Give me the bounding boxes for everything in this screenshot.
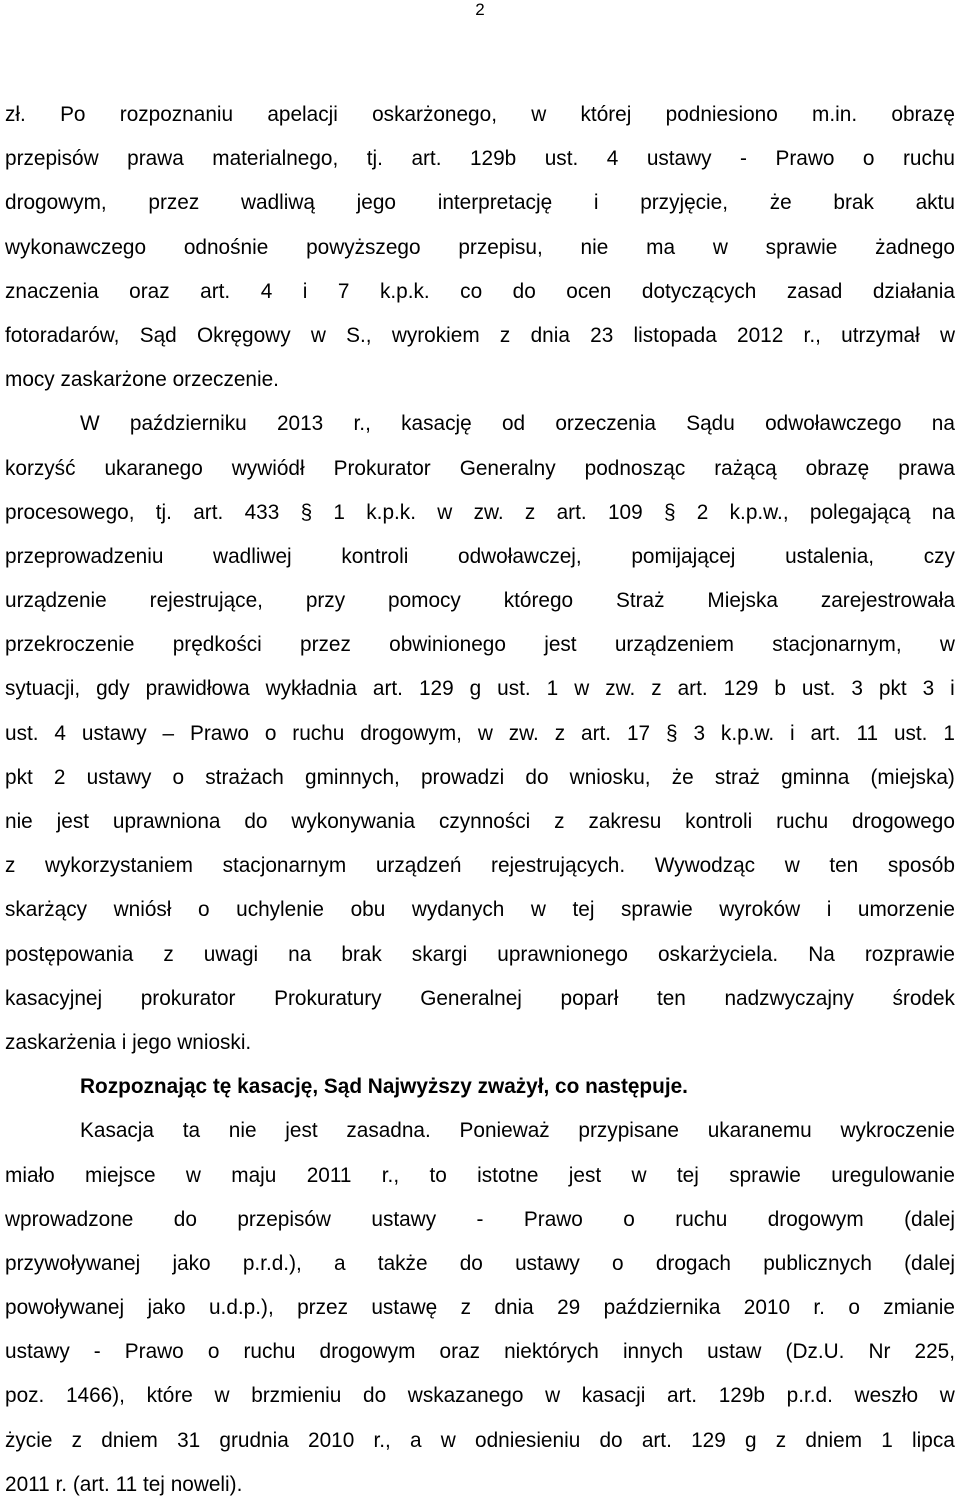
text-line: ust. 4 ustawy – Prawo o ruchu drogowym, w zw. z art. 17 § 3 k.p.w. i art. 11 ust. 1 bbox=[5, 721, 955, 745]
text-line: pkt 2 ustawy o strażach gminnych, prowadzi do wniosku, że straż gminna (miejska) bbox=[5, 765, 955, 789]
text-line: przekroczenie prędkości przez obwinionego jest urządzeniem stacjonarnym, w bbox=[5, 633, 955, 657]
page-number: 2 bbox=[475, 0, 485, 19]
text-line: W październiku 2013 r., kasację od orzeczenia Sądu odwoławczego na bbox=[80, 412, 955, 436]
text-line: kasacyjnej prokurator Prokuratury Generalnej poparł ten nadzwyczajny środek bbox=[5, 986, 955, 1010]
text-line: z wykorzystaniem stacjonarnym urządzeń rejestrujących. Wywodząc w ten sposób bbox=[5, 854, 955, 878]
text-line: poz. 1466), które w brzmieniu do wskazanego w kasacji art. 129b p.r.d. weszło w bbox=[5, 1384, 955, 1408]
text-line: przeprowadzeniu wadliwej kontroli odwoławczej, pomijającej ustalenia, czy bbox=[5, 544, 955, 568]
text-line: miało miejsce w maju 2011 r., to istotne jest w tej sprawie uregulowanie bbox=[5, 1163, 955, 1187]
text-line: znaczenia oraz art. 4 i 7 k.p.k. co do ocen dotyczących zasad działania bbox=[5, 279, 955, 303]
text-line: powoływanej jako u.d.p.), przez ustawę z dnia 29 października 2010 r. o zmianie bbox=[5, 1296, 955, 1320]
text-line: urządzenie rejestrujące, przy pomocy którego Straż Miejska zarejestrowała bbox=[5, 589, 955, 613]
text-line: drogowym, przez wadliwą jego interpretację i przyjęcie, że brak aktu bbox=[5, 191, 955, 215]
text-line: postępowania z uwagi na brak skargi uprawnionego oskarżyciela. Na rozprawie bbox=[5, 942, 955, 966]
text-line: życie z dniem 31 grudnia 2010 r., a w odniesieniu do art. 129 g z dniem 1 lipca bbox=[5, 1428, 955, 1452]
document-body bbox=[5, 93, 955, 1507]
text-line: nie jest uprawniona do wykonywania czynności z zakresu kontroli ruchu drogowego bbox=[5, 810, 955, 833]
text-line: zaskarżenia i jego wnioski. bbox=[5, 1030, 252, 1054]
text-line: korzyść ukaranego wywiódł Prokurator Generalny podnosząc rażącą obrazę prawa bbox=[5, 456, 955, 480]
text-line: fotoradarów, Sąd Okręgowy w S., wyrokiem z dnia 23 listopada 2012 r., utrzymał w bbox=[5, 323, 955, 347]
text-line: ustawy - Prawo o ruchu drogowym oraz niektórych innych ustaw (Dz.U. Nr 225, bbox=[5, 1340, 955, 1364]
text-line: wykonawczego odnośnie powyższego przepisu, nie ma w sprawie żadnego bbox=[5, 235, 955, 259]
text-line: wprowadzone do przepisów ustawy - Prawo o ruchu drogowym (dalej bbox=[5, 1207, 955, 1231]
text-line: 2011 r. (art. 11 tej noweli). bbox=[5, 1472, 243, 1496]
text-line: Kasacja ta nie jest zasadna. Ponieważ przypisane ukaranemu wykroczenie bbox=[80, 1119, 955, 1143]
text-line: Rozpoznając tę kasację, Sąd Najwyższy zważył, co następuje. bbox=[80, 1075, 688, 1099]
text-line: procesowego, tj. art. 433 § 1 k.p.k. w zw. z art. 109 § 2 k.p.w., polegającą na bbox=[5, 500, 955, 524]
text-line: zł. Po rozpoznaniu apelacji oskarżonego, w której podniesiono m.in. obrazę bbox=[5, 103, 955, 126]
text-line: mocy zaskarżone orzeczenie. bbox=[5, 368, 279, 392]
text-line: przepisów prawa materialnego, tj. art. 129b ust. 4 ustawy - Prawo o ruchu bbox=[5, 147, 955, 171]
text-line: sytuacji, gdy prawidłowa wykładnia art. 129 g ust. 1 w zw. z art. 129 b ust. 3 pkt 3 i bbox=[5, 677, 955, 701]
text-line: skarżący wniósł o uchylenie obu wydanych w tej sprawie wyroków i umorzenie bbox=[5, 898, 955, 922]
text-line: przywoływanej jako p.r.d.), a także do ustawy o drogach publicznych (dalej bbox=[5, 1251, 955, 1275]
